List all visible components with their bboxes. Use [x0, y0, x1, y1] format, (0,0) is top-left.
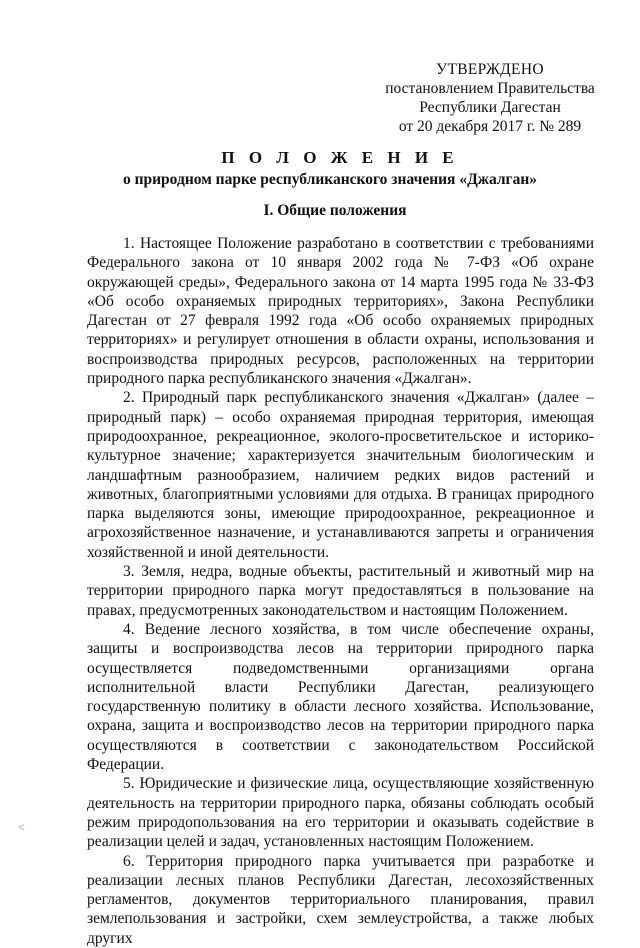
document-subheading: о природном парке республиканского значения «Джалган»: [122, 171, 538, 188]
section-heading: I. Общие положения: [263, 202, 407, 219]
paragraph-6: 6. Территория природного парка учитывается при разработке и реализации лесных планов Республики Дагестан, лесохозяйственных регламентов, документов территориального планирования, правил землепользования и застройки, схем землеустройства, а также любых других: [87, 852, 594, 947]
paragraph-4: 4. Ведение лесного хозяйства, в том числе обеспечение охраны, защиты и воспроизводства лесов на территории природного парка осуществляется подведомственными организациями органа исполнительной власти Республики Дагестан, реализующего государственную политику в области лесного хозяйства. Использование, охрана, защита и воспроизводство лесов на территории природного парка осуществляются в соответствии с законодательством Российской Федерации.: [87, 620, 594, 774]
paragraph-1: 1. Настоящее Положение разработано в соответствии с требованиями Федерального закона от 10 января 2002 года № 7-ФЗ «Об охране окружающей среды», Федерального закона от 14 марта 1995 года № 33-ФЗ «Об особо охраняемых природных территориях», Закона Республики Дагестан от 27 февраля 1992 года «Об особо охраняемых природных территориях» и регулирует отношения в области охраны, использования и воспроизводства природных ресурсов, расположенных на территории природного парка республиканского значения «Джалган».: [87, 235, 594, 388]
paragraph-2: 2. Природный парк республиканского значения «Джалган» (далее – природный парк) – особо охраняемая природная территория, имеющая природоохранное, рекреационное, эколого-просветительское и историко-культурное значение; характеризуется значительным биологическим и ландшафтным разнообразием, наличием редких видов растений и животных, благоприятными условиями для отдыха. В границах природного парка выделяются зоны, имеющие природоохранное, рекреационное и агрохозяйственное назначение, и устанавливаются запреты и ограничения хозяйственной и иной деятельности.: [87, 389, 594, 561]
document-heading: П О Л О Ж Е Н И Е: [221, 148, 459, 167]
document-title: [0, 148, 640, 190]
paragraph-3: 3. Земля, недра, водные объекты, растительный и животный мир на территории природного парка могут предоставляться в пользование на правах, предусмотренных законодательством и настоящим Положением.: [87, 563, 594, 619]
approval-stamp: [370, 60, 610, 136]
document-body: [87, 234, 594, 948]
approval-title: УТВЕРЖДЕНО: [436, 61, 544, 78]
approval-line-2: Республики Дагестан: [419, 99, 561, 116]
approval-line-3: от 20 декабря 2017 г. № 289: [398, 118, 582, 135]
approval-line-1: постановлением Правительства: [385, 80, 595, 97]
margin-mark: <: [18, 820, 25, 834]
paragraph-5: 5. Юридические и физические лица, осуществляющие хозяйственную деятельность на территории природного парка, обязаны соблюдать особый режим природопользования на его территории и оказывать содействие в реализации целей и задач, установленных настоящим Положением.: [87, 775, 594, 851]
